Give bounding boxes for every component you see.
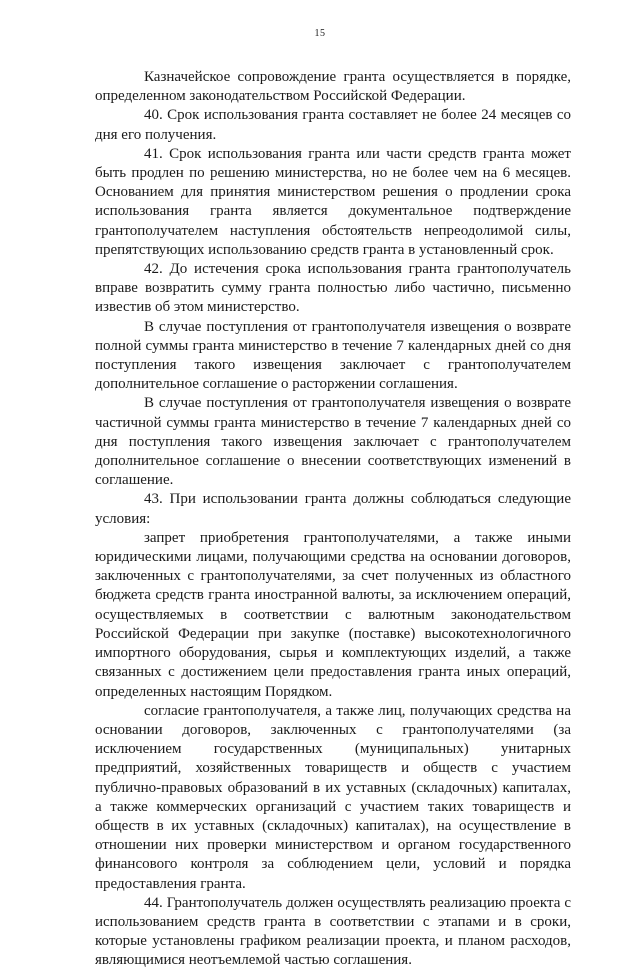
document-body [95, 68, 571, 971]
page-number: 15 [314, 28, 326, 39]
paragraph-40: 40. Срок использования гранта составляет не более 24 месяцев со дня его получения. [95, 107, 571, 143]
paragraph-inspection-consent: согласие грантополучателя, а также лиц, получающих средства на основании договоров, заключенных с грантополучателями (за исключением государственных (муниципальных) унитарных предприятий, хозяйственных товариществ и обществ с участием публично-правовых образований в их уставных (складочных) капиталах, а также коммерческих организаций с участием таких товариществ и обществ в их уставных (складочных) капиталах), на осуществление в отношении них проверки министерством и органом государственного финансового контроля за соблюдением цели, условий и порядка предоставления гранта. [95, 702, 571, 892]
paragraph-42: 42. До истечения срока использования гранта грантополучатель вправе возвратить сумму гранта полностью либо частично, письменно известив об этом министерство. [95, 261, 571, 316]
paragraph-full-return: В случае поступления от грантополучателя извещения о возврате полной суммы гранта министерство в течение 7 календарных дней со дня поступления такого извещения заключает с грантополучателем дополнительное соглашение о расторжении соглашения. [95, 318, 571, 393]
paragraph-currency-ban: запрет приобретения грантополучателями, а также иными юридическими лицами, получающими средства на основании договоров, заключенных с грантополучателями, за счет полученных из областного бюджета средств гранта иностранной валюты, за исключением операций, осуществляемых в соответствии с валютным законодательством Российской Федерации при закупке (поставке) высокотехнологичного импортного оборудования, сырья и комплектующих изделий, а также связанных с достижением цели предоставления гранта иных операций, определенных настоящим Порядком. [95, 529, 571, 700]
paragraph-41: 41. Срок использования гранта или части средств гранта может быть продлен по решению министерства, но не более чем на 6 месяцев. Основанием для принятия министерством решения о продлении срока использования гранта является документальное подтверждение грантополучателем наступления обстоятельств непреодолимой силы, препятствующих использованию средств гранта в установленный срок. [95, 145, 571, 258]
paragraph-treasury-support: Казначейское сопровождение гранта осуществляется в порядке, определенном законодательством Российской Федерации. [95, 69, 571, 105]
paragraph-43: 43. При использовании гранта должны соблюдаться следующие условия: [95, 491, 571, 527]
paragraph-partial-return: В случае поступления от грантополучателя извещения о возврате частичной суммы гранта министерство в течение 7 календарных дней со дня поступления такого извещения заключает с грантополучателем дополнительное соглашение о внесении соответствующих изменений в соглашение. [95, 395, 571, 489]
paragraph-44: 44. Грантополучатель должен осуществлять реализацию проекта с использованием средств гранта в соответствии с этапами и в сроки, которые установлены графиком реализации проекта, и планом расходов, являющимися неотъемлемой частью соглашения. [95, 894, 571, 969]
